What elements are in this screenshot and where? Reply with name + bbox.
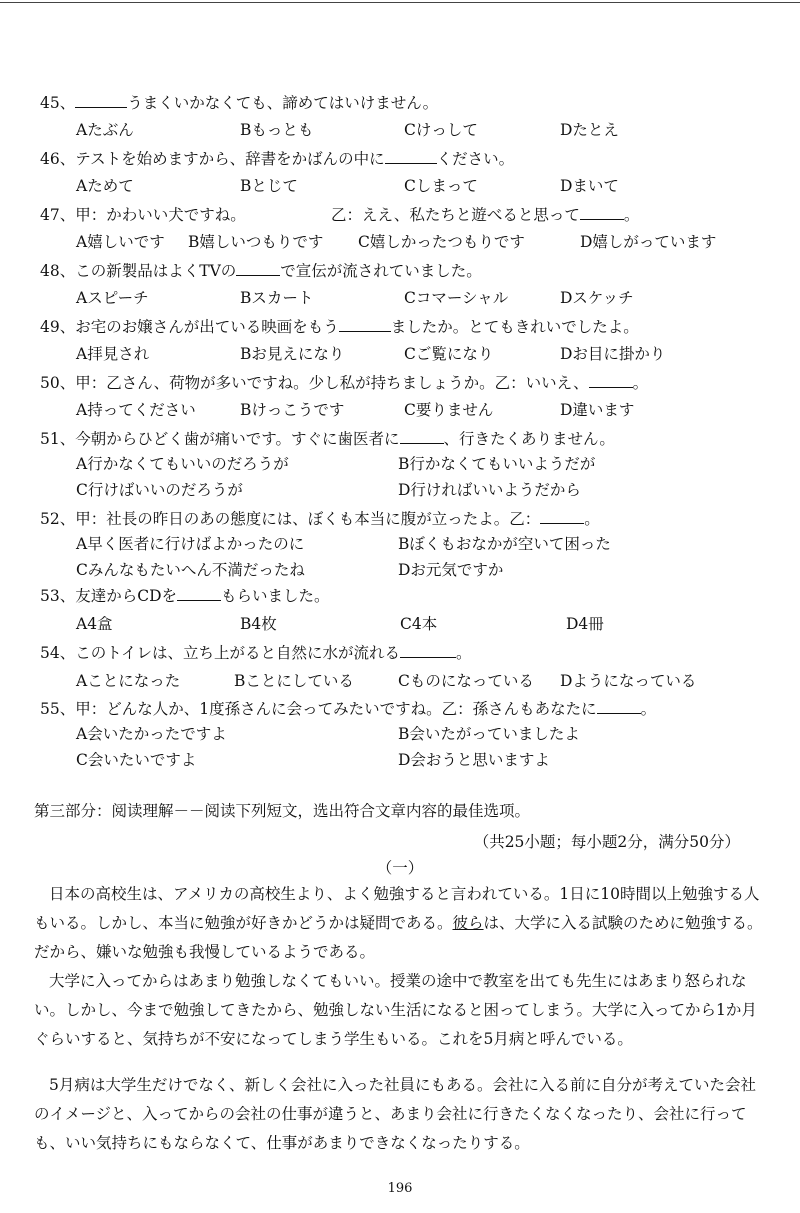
option-d: D会おうと思いますよ bbox=[398, 751, 550, 769]
part-heading: （一） bbox=[376, 859, 424, 877]
option-b: Bけっこうです bbox=[240, 401, 345, 419]
question-number: 49、 bbox=[40, 318, 76, 336]
question-number: 45、 bbox=[40, 94, 76, 112]
question-45 bbox=[40, 92, 438, 114]
option-d: D行ければいいようだから bbox=[398, 481, 581, 499]
passage-paragraph-2: 大学に入ってからはあまり勉強しなくてもいい。授業の途中で教室を出ても先生にはあまり怒られない。しかし、今まで勉強してきたから、勉強しない生活になると困ってしまう。大学に入ってから1か月ぐらいすると、気持ちが不安になってしまう学生もいる。これを5月病と呼んでいる。 bbox=[34, 972, 757, 1048]
option-d: Dお目に掛かり bbox=[560, 345, 666, 363]
option-c: Cけっして bbox=[404, 121, 478, 139]
question-number: 47、 bbox=[40, 206, 76, 224]
answer-blank bbox=[597, 699, 641, 714]
option-a: Aスピーチ bbox=[76, 289, 149, 307]
question-49 bbox=[40, 316, 639, 338]
question-text-end: 。 bbox=[455, 644, 472, 662]
question-text-end: 。 bbox=[623, 206, 640, 224]
option-a: Aたぶん bbox=[76, 121, 134, 139]
option-b: Bスカート bbox=[240, 289, 314, 307]
question-55 bbox=[40, 698, 656, 720]
passage-paragraph-3: 5月病は大学生だけでなく、新しく会社に入った社員にもある。会社に入る前に自分が考えていた会社のイメージと、入ってからの会社の仕事が違うと、あまり会社に行きたくなくなったり、会社に行っても、いい気持ちにもならなくて、仕事があまりできなくなったりする。 bbox=[34, 1076, 757, 1152]
passage-text: は、大学に入る試験のために勉強する。だから、嫌いな勉強も我慢しているようである。 bbox=[34, 914, 763, 961]
option-d: Dまいて bbox=[560, 177, 619, 195]
option-a: A行かなくてもいいのだろうが bbox=[76, 455, 289, 473]
question-47 bbox=[40, 204, 639, 226]
option-d: Dお元気ですか bbox=[398, 561, 504, 579]
option-a: A4盒 bbox=[76, 615, 113, 633]
question-text: うまくいかなくても、諦めてはいけません。 bbox=[127, 94, 439, 112]
option-d: Dたとえ bbox=[560, 121, 619, 139]
option-c: Cご覧になり bbox=[404, 345, 494, 363]
question-number: 51、 bbox=[40, 430, 76, 448]
option-c: Cコマーシャル bbox=[404, 289, 509, 307]
question-text: 今朝からひどく歯が痛いです。すぐに歯医者に bbox=[75, 430, 400, 448]
option-b: Bぼくもおなかが空いて困った bbox=[398, 535, 611, 553]
option-b: B嬉しいつもりです bbox=[188, 233, 324, 251]
question-text-end: 、行きたくありません。 bbox=[443, 430, 615, 448]
passage-text: 日本の高校生は、アメリカの高校生より、よく勉強すると言われている。1日に10時間以上勉強する人もいる。しかし、本当に勉強が好きかどうかは疑問である。 bbox=[34, 885, 760, 932]
option-a: A拝見され bbox=[76, 345, 150, 363]
question-54 bbox=[40, 642, 471, 664]
option-b: B行かなくてもいいようだが bbox=[398, 455, 596, 473]
question-51 bbox=[40, 428, 615, 450]
question-text-end: 。 bbox=[632, 374, 649, 392]
option-d: Dようになっている bbox=[560, 672, 697, 690]
passage-paragraph-1 bbox=[34, 880, 764, 967]
question-48 bbox=[40, 260, 482, 282]
option-a: A持ってください bbox=[76, 401, 196, 419]
option-b: Bことにしている bbox=[234, 672, 354, 690]
question-52 bbox=[40, 508, 600, 530]
question-text: 甲：かわいい犬ですね。 乙：ええ、私たちと遊べると思って bbox=[75, 206, 580, 224]
answer-blank bbox=[177, 586, 221, 601]
question-number: 50、 bbox=[40, 374, 76, 392]
option-a: Aことになった bbox=[76, 672, 181, 690]
question-text: 甲：乙さん、荷物が多いですね。少し私が持ちましょうか。乙：いいえ、 bbox=[75, 374, 589, 392]
question-text-end: ください。 bbox=[436, 150, 515, 168]
option-d: Dスケッチ bbox=[560, 289, 634, 307]
option-d: D4冊 bbox=[566, 615, 604, 633]
section-note: （共25小题；每小题2分，满分50分） bbox=[473, 833, 740, 851]
question-text: この新製品はよくTVの bbox=[75, 262, 237, 280]
option-d: D嬉しがっています bbox=[580, 233, 717, 251]
question-number: 48、 bbox=[40, 262, 76, 280]
question-text: 友達からCDを bbox=[75, 587, 178, 605]
option-b: Bとじて bbox=[240, 177, 298, 195]
question-text-end: 。 bbox=[640, 700, 657, 718]
option-a: Aためて bbox=[76, 177, 134, 195]
section-title: 第三部分：阅读理解－－阅读下列短文，选出符合文章内容的最佳选项。 bbox=[34, 802, 531, 820]
answer-blank bbox=[589, 373, 633, 388]
question-number: 53、 bbox=[40, 587, 76, 605]
option-a: A早く医者に行けばよかったのに bbox=[76, 535, 305, 553]
answer-blank bbox=[400, 643, 456, 658]
question-text: 甲：社長の昨日のあの態度には、ぼくも本当に腹が立ったよ。乙： bbox=[75, 510, 541, 528]
option-c: Cみんなもたいへん不満だったね bbox=[76, 561, 305, 579]
question-number: 46、 bbox=[40, 150, 76, 168]
option-a: A嬉しいです bbox=[76, 233, 165, 251]
question-number: 52、 bbox=[40, 510, 76, 528]
option-b: B4枚 bbox=[240, 615, 277, 633]
question-text-end: もらいました。 bbox=[221, 587, 330, 605]
option-a: A会いたかったですよ bbox=[76, 725, 227, 743]
question-text-end: で宣伝が流されていました。 bbox=[280, 262, 482, 280]
question-text: お宅のお嬢さんが出ている映画をもう bbox=[75, 318, 339, 336]
question-number: 55、 bbox=[40, 700, 76, 718]
option-c: C会いたいですよ bbox=[76, 751, 197, 769]
question-text: テストを始めますから、辞書をかばんの中に bbox=[75, 150, 385, 168]
option-b: Bもっとも bbox=[240, 121, 314, 139]
answer-blank bbox=[400, 429, 444, 444]
option-c: Cしまって bbox=[404, 177, 478, 195]
option-b: Bお見えになり bbox=[240, 345, 345, 363]
option-b: B会いたがっていましたよ bbox=[398, 725, 580, 743]
answer-blank bbox=[75, 93, 127, 108]
question-text: 甲：どんな人か、1度孫さんに会ってみたいですね。乙：孫さんもあなたに bbox=[75, 700, 597, 718]
question-number: 54、 bbox=[40, 644, 76, 662]
question-text-end: ましたか。とてもきれいでしたよ。 bbox=[390, 318, 639, 336]
question-text: このトイレは、立ち上がると自然に水が流れる bbox=[75, 644, 400, 662]
page-number: 196 bbox=[387, 1181, 413, 1196]
option-c: C要りません bbox=[404, 401, 494, 419]
question-text-end: 。 bbox=[584, 510, 600, 528]
question-53 bbox=[40, 585, 330, 607]
question-46 bbox=[40, 148, 514, 170]
option-c: C4本 bbox=[400, 615, 438, 633]
option-c: C行けばいいのだろうが bbox=[76, 481, 243, 499]
option-c: Cものになっている bbox=[398, 672, 534, 690]
question-50 bbox=[40, 372, 648, 394]
answer-blank bbox=[540, 509, 584, 524]
option-c: C嬉しかったつもりです bbox=[358, 233, 525, 251]
answer-blank bbox=[236, 261, 280, 276]
answer-blank bbox=[339, 317, 391, 332]
option-d: D違います bbox=[560, 401, 635, 419]
answer-blank bbox=[385, 149, 437, 164]
answer-blank bbox=[580, 205, 624, 220]
underlined-word: 彼ら bbox=[452, 914, 484, 932]
top-border bbox=[0, 2, 800, 3]
